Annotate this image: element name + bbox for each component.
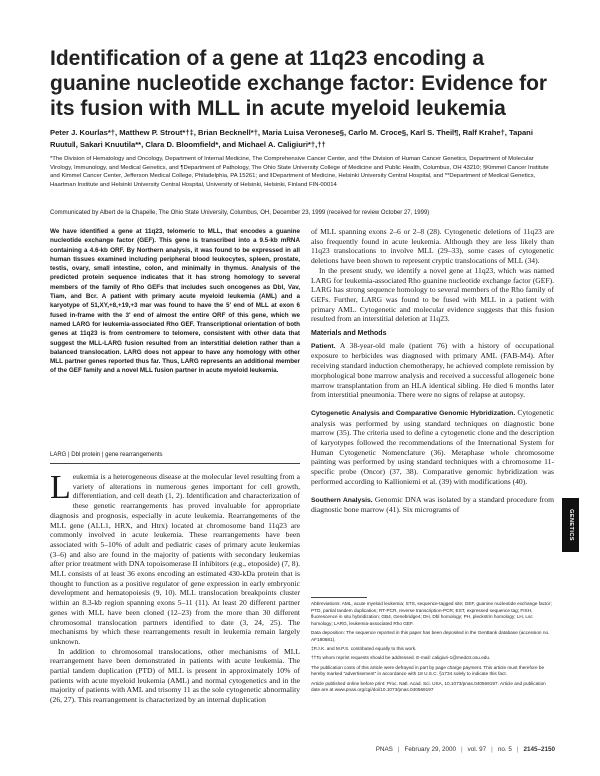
footnote-abbreviations: Abbreviations: AML, acute myeloid leukemia; STS, sequence-tagged site; GEF, guanine nucleotide exchange factor; PTD, partial tandem duplication; RT-PCR, reverse transcription-PCR; EST, expressed sequence tag; FISH, fluorescence in situ hybridization; GB4, Genebridge4; DH, Dbl homology; PH, pleckstrin homology; LH, Lsc homology; LARG, leukemia-associated Rho GEF. xyxy=(311,601,552,627)
footnotes xyxy=(311,601,554,696)
patient-text: A 38-year-old male (patient 76) with a history of occupational exposure to herbicides was diagnosed with primary AML (FAB-M4). After receiving standard induction chemotherapy, he achieved complete remission by morphological bone marrow analysis and received a successful allogeneic bone marrow transplantation from an HLA identical sibling. He died 6 months later from interstitial pneumonia. There were no signs of relapse at autopsy. xyxy=(311,340,554,400)
southern-paragraph xyxy=(311,495,554,515)
intro-paragraph-4: In the present study, we identify a novel gene at 11q23, which was named LARG for leukemia-associated Rho guanine nucleotide exchange factor (GEF). LARG has strong sequence homology to several members of the Rho family of GEFs. Further, LARG was found to be fused with MLL in a patient with primary AML. Cytogenetic and molecular evidence suggests that this fusion resulted from an interstitial deletion at 11q23. xyxy=(311,265,554,324)
intro-paragraph-1-text: eukemia is a heterogeneous disease at the molecular level resulting from a variety of alterations in numerous genes important for cell growth, differentiation, and cell death (1, 2). Identification and characterization of these genetic rearrangements has proved invaluable for appropriate diagnosis and prognosis, especially in acute leukemia. Rearrangements of the MLL gene (ALL1, HRX, and Htrx) located at chromosome band 11q23 are commonly involved in acute leukemia. These rearrangements have been associated with 5–10% of adult and pediatric cases of primary acute leukemias (3–6) and also are found in the majority of patients with secondary leukemias after prior treatment with DNA topoisomerase II inhibitors (e.g., etoposide) (7, 8). MLL consists of at least 36 exons encoding an estimated 430-kDa protein that is thought to function as a positive regulator of gene expression in early embryonic development and hematopoiesis (9, 10). MLL translocation breakpoints cluster within an 8.3-kb region spanning exons 5–11 (11). At least 20 different partner genes with MLL have been cloned (12–23) from the more than 30 different chromosomal translocation partners identified to date (3, 24, 25). The mechanisms by which these rearrangements result in leukemia remain largely unknown. xyxy=(50,472,300,646)
footnote-reprints: ††To whom reprint requests should be addressed. E-mail: caligiuri-1@medctr.osu.edu. xyxy=(311,655,491,661)
right-column xyxy=(311,227,554,515)
keywords-divider xyxy=(50,463,300,464)
introduction xyxy=(50,469,300,705)
intro-paragraph-1 xyxy=(50,469,300,647)
page-range: 2145–2150 xyxy=(523,746,555,753)
patient-paragraph xyxy=(311,341,554,400)
patient-heading: Patient. xyxy=(311,342,336,350)
issue-number: no. 5 xyxy=(497,746,512,753)
issue-date: February 29, 2000 xyxy=(404,746,456,753)
footer-separator: | xyxy=(460,746,463,753)
footer-separator: | xyxy=(516,746,519,753)
footnote-equal-contribution: ‡P.J.K. and M.P.S. contributed equally to this work. xyxy=(311,646,417,652)
footnote-online-publication: Article published online before print: Proc. Natl. Acad. Sci. USA, 10.1073/pnas.040569197. Article and publication date are at www.pnas.org/cgi/doi/10.1073/pnas.040569197 xyxy=(311,680,546,693)
intro-paragraph-2: In addition to chromosomal translocations, other mechanisms of MLL rearrangement have been demonstrated in patients with acute leukemia. The partial tandem duplication (PTD) of MLL is present in approximately 10% of patients with acute myeloid leukemia (AML) and normal cytogenetics and in the majority of patients with AML and trisomy 11 as the sole cytogenetic abnormality (26, 27). This rearrangement is characterized by an internal duplication xyxy=(50,646,300,705)
intro-paragraph-3: of MLL spanning exons 2–6 or 2–8 (28). Cytogenetic deletions of 11q23 are also frequently found in acute leukemia. Although they are less likely than 11q23 translocations to involve MLL (29–33), some cases of cytogenetic deletions have been shown to represent cryptic translocations of MLL (34). xyxy=(311,227,554,266)
cytogenetic-text: Cytogenetic analysis was performed by using standard techniques on diagnostic bone marrow (35). The criteria used to define a cytogenetic clone and the description of karyotypes followed the recommendations of the International System for Human Cytogenetic Nomenclature (36). Metaphase whole chromosome painting was performed by using standard techniques with a chromosome 11-specific probe (Oncor) (37, 38). Comparative genomic hybridization was performed according to Kallioniemi et al. (39) with modifications (40). xyxy=(311,407,555,486)
footnote-divider xyxy=(311,597,367,598)
journal-name: PNAS xyxy=(375,746,393,753)
footer-separator: | xyxy=(491,746,493,753)
author-list: Peter J. Kourlas*†, Matthew P. Strout*†‡, Brian Becknell*†, Maria Luisa Veronese§, Carlo M. Croce§, Karl S. Theil¶, Ralf Krahe†, Tapani Ruutu‖, Sakari Knuutila**, Clara D. Bloomfield*, and Michael A. Caligiuri*†,†† xyxy=(50,128,533,149)
cytogenetic-heading: Cytogenetic Analysis and Comparative Genomic Hybridization. xyxy=(311,409,516,417)
section-tab xyxy=(562,498,579,552)
affiliations: *The Division of Hematology and Oncology, Department of Internal Medicine, The Comprehensive Cancer Center, and †the Division of Human Cancer Genetics, Department of Molecular Virology, Immunology, and Medical Genetics, and ¶Department of Pathology, The Ohio State University College of Medicine and Public Health, Columbus, OH 43210; §Kimmel Cancer Institute and Kimmel Cancer Center, Jefferson Medical College, Philadelphia, PA 15261; and ‖Department of Medicine, Helsinki University Central Hospital, and **Department of Medical Genetics, Haartman Institute and Helsinki University Central Hospital, University of Helsinki, Helsinki, Finland FIN-00014 xyxy=(50,156,549,189)
southern-text: Genomic DNA was isolated by a standard procedure from diagnostic bone marrow (41). Six micrograms of xyxy=(311,494,554,515)
section-tab-label: GENETICS xyxy=(567,509,574,541)
drop-cap: L xyxy=(50,469,71,506)
communicated-by: Communicated by Albert de la Chapelle, The Ohio State University, Columbus, OH, December 23, 1999 (received for review October 27, 1999) xyxy=(50,210,430,216)
volume: vol. 97 xyxy=(467,746,487,753)
keywords: LARG | Dbl protein | gene rearrangements xyxy=(50,452,163,458)
article-title: Identification of a gene at 11q23 encoding a guanine nucleotide exchange factor: Evidence for its fusion with MLL in acute myeloid leukemia xyxy=(50,47,548,120)
footnote-page-charges: The publication costs of this article were defrayed in part by page charge payment. This article must therefore be hereby marked “advertisement” in accordance with 18 U.S.C. §1734 solely to indicate this fact. xyxy=(311,664,545,677)
footer-separator: | xyxy=(397,746,400,753)
footnote-data-deposition: Data deposition: The sequence reported in this paper has been deposited in the GenBank database (accession no. AF180681). xyxy=(311,630,550,643)
abstract: We have identified a gene at 11q23, telomeric to MLL, that encodes a guanine nucleotide exchange factor (GEF). This gene is transcribed into a 9.5-kb mRNA containing a 4.6-kb ORF. By Northern analysis, it was found to be expressed in all human tissues examined including peripheral blood leukocytes, spleen, prostate, testis, ovary, small intestine, colon, and minimally in thymus. Analysis of the predicted protein sequence indicates that it has strong homology to several members of the family of Rho GEFs that includes such oncogenes as Dbl, Vav, Tiam, and Bcr. A patient with primary acute myeloid leukemia (AML) and a karyotype of 51,XY,+8,+19,+3 mar was found to have the 5′ end of MLL at exon 6 fused in-frame with the 3′ end of almost the entire ORF of this gene, which we named LARG for leukemia-associated Rho GEF. Transcriptional orientation of both genes at 11q23 is from centromere to telomere, consistent with other data that suggest the MLL-LARG fusion resulted from an interstitial deletion rather than a balanced translocation. LARG does not appear to have any homology with other MLL partner genes reported thus far. Thus, LARG represents an additional member of the GEF family and a novel MLL fusion partner in acute myeloid leukemia. xyxy=(50,228,300,375)
methods-heading: Materials and Methods xyxy=(311,330,387,338)
page-footer xyxy=(375,746,555,753)
cytogenetic-paragraph xyxy=(311,408,554,487)
southern-heading: Southern Analysis. xyxy=(311,496,373,504)
